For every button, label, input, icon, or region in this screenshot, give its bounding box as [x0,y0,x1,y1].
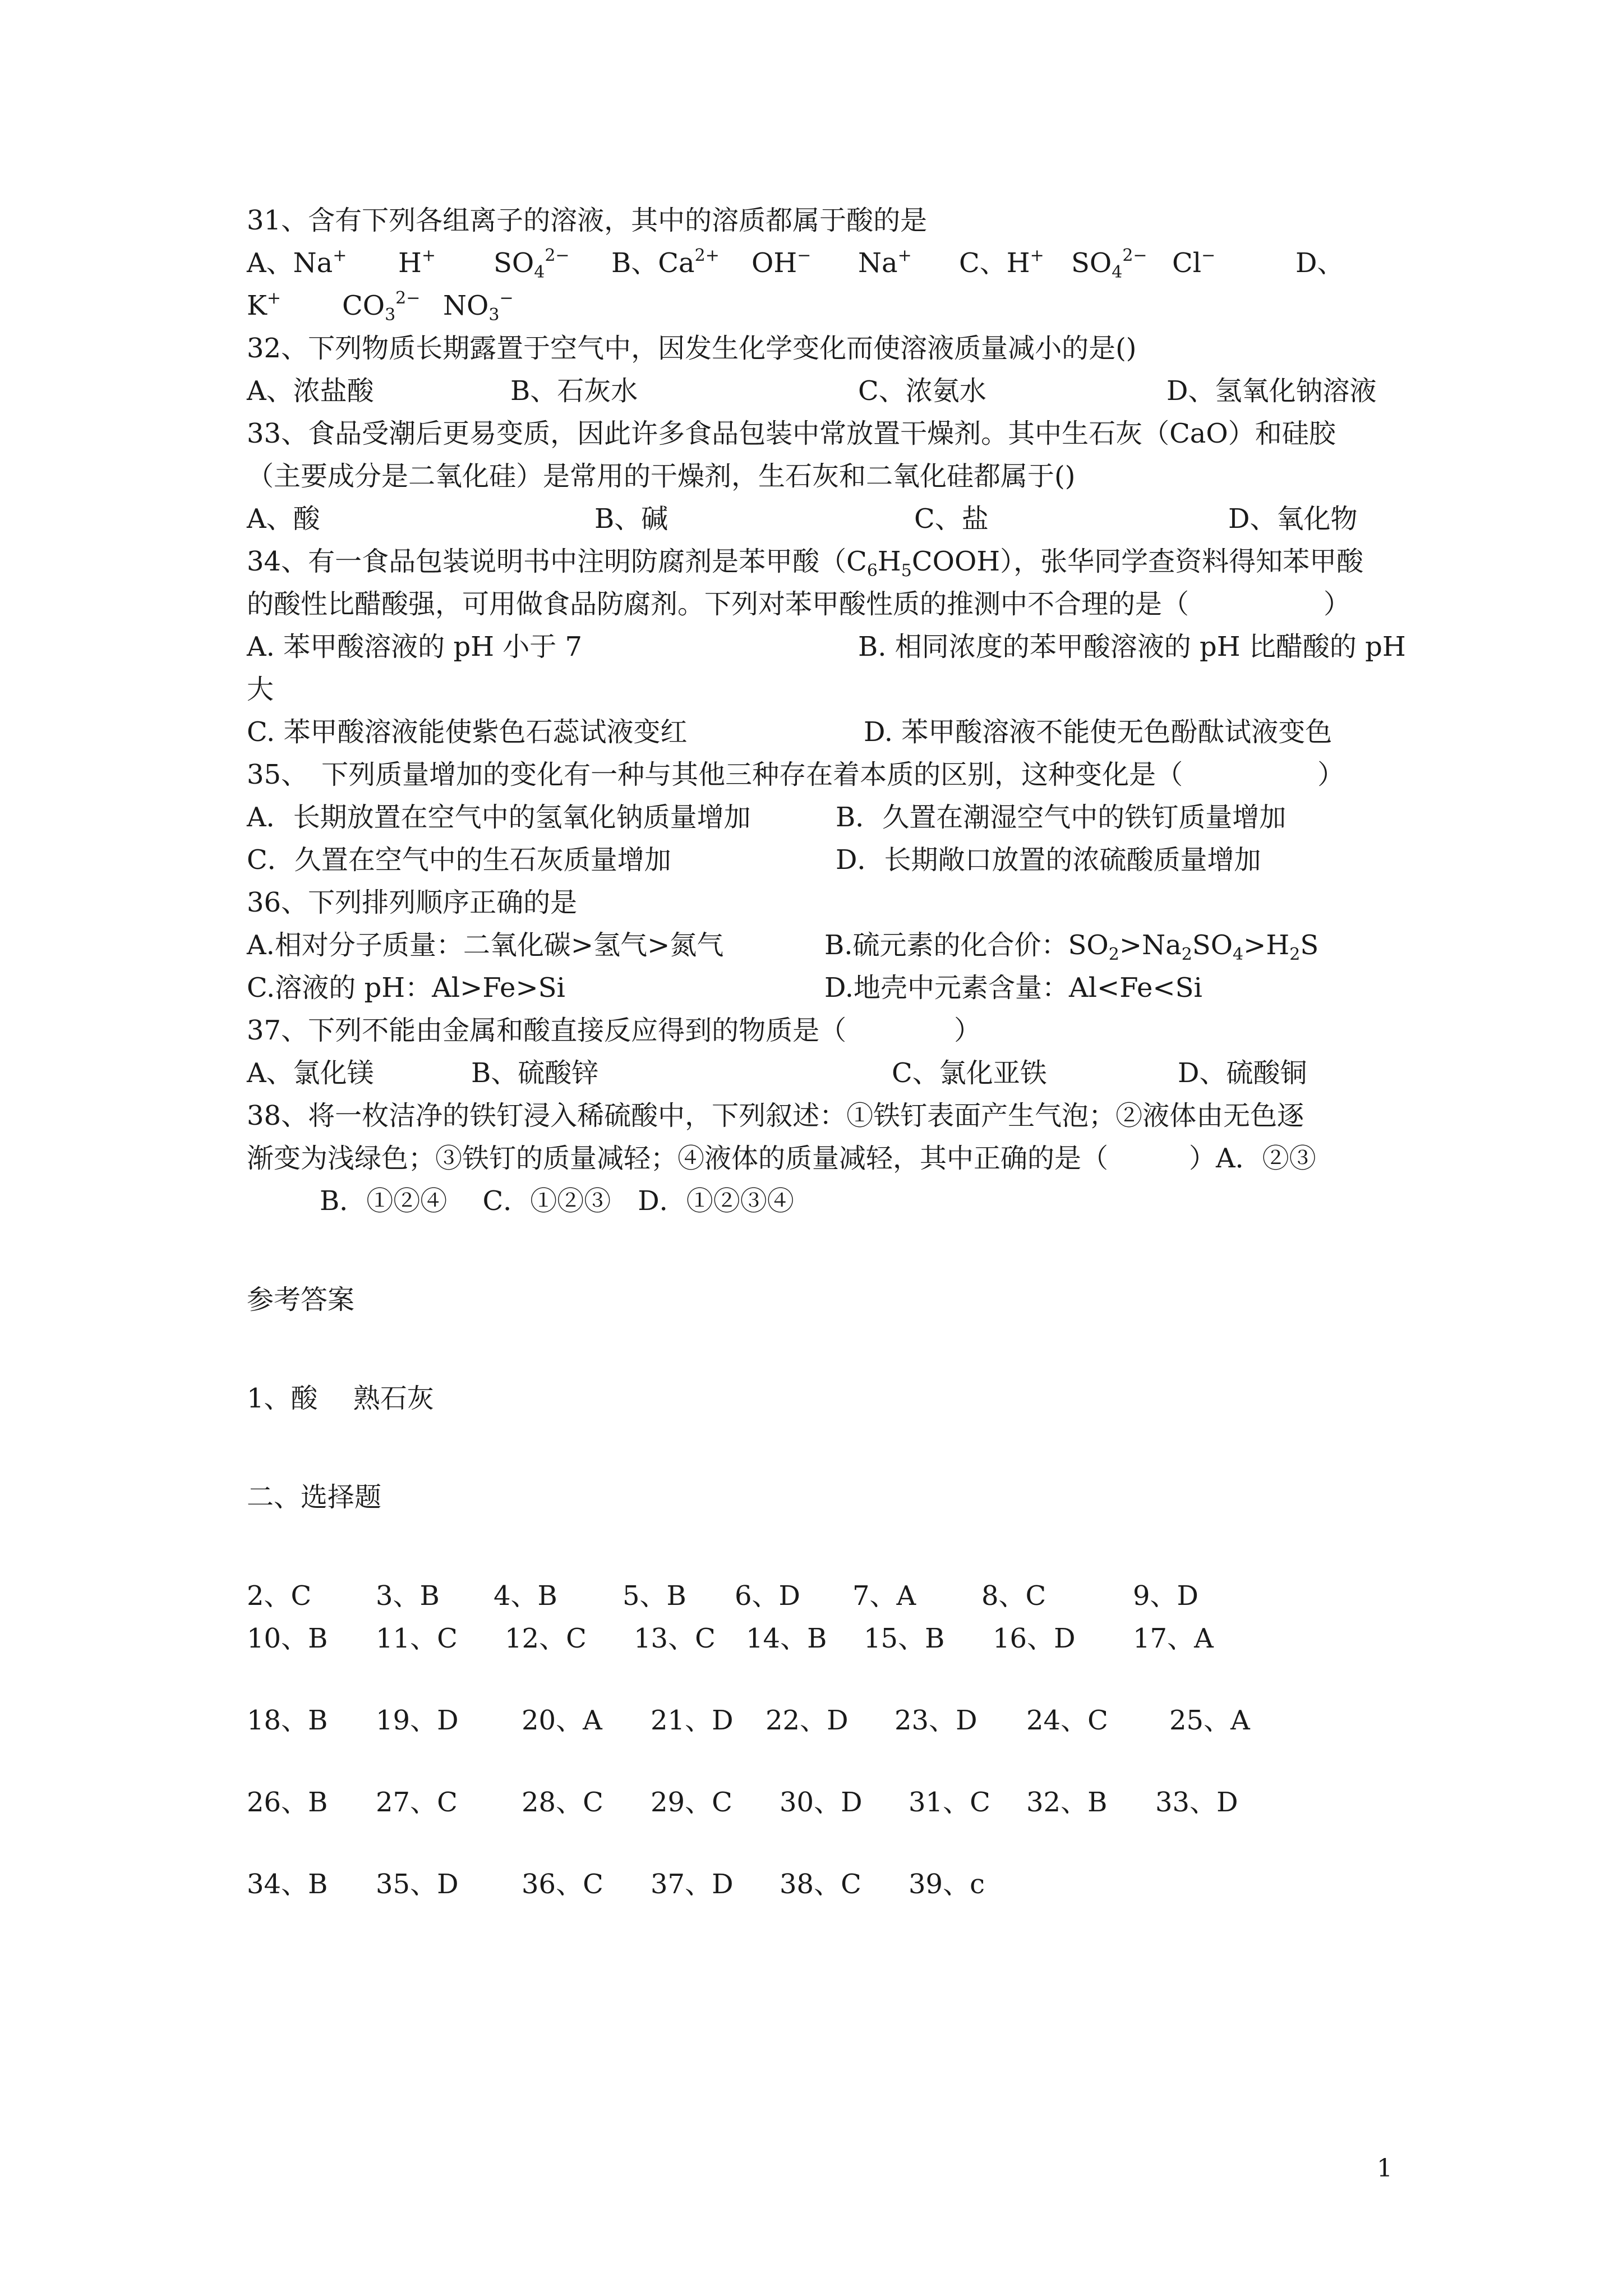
q32-stem: 32、下列物质长期露置于空气中，因发生化学变化而使溶液质量减小的是() [247,333,1137,364]
answer-item: 19、D [376,1705,459,1736]
q34-options-cd [247,711,1424,753]
q37-option-b: B、硫酸锌 [471,1057,599,1089]
q32-options [247,370,1424,412]
answer-item: 15、B [864,1623,945,1654]
answer-item: 5、B [623,1580,686,1612]
answer-item: 10、B [247,1623,328,1654]
q31-ion-so4: $SO_4^{2-}$ [494,246,570,282]
answer-item: 13、C [634,1623,716,1654]
q33-option-b: B、碱 [594,503,668,535]
answer-item: 28、C [522,1787,603,1818]
answer-item: 30、D [780,1787,863,1818]
answer-item: 3、B [376,1580,440,1612]
q31-ion-no3: $NO_3^-$ [443,288,514,325]
q32-option-a: A、浓盐酸 [247,375,374,407]
q36-option-d: D.地壳中元素含量：Al<Fe<Si [824,972,1202,1004]
q34-stem-line1: 34、有一食品包装说明书中注明防腐剂是苯甲酸$(C_6H_5COOH)$，张华同学查资料得知苯甲酸 [247,546,1364,581]
q38-line2: 渐变为浅绿色；③铁钉的质量减轻；④液体的质量减轻，其中正确的是（ ）A．②③ [247,1143,1316,1174]
q34-option-a: A. 苯甲酸溶液的 pH 小于 7 [247,631,583,662]
q33-option-a: A、酸 [247,503,320,535]
answer-item: 33、D [1155,1787,1238,1818]
q37-option-d: D、硫酸铜 [1178,1057,1307,1089]
answer-item: 12、C [505,1623,587,1654]
answer-item: 39、c [909,1869,985,1900]
q32-option-d: D、氢氧化钠溶液 [1166,375,1377,407]
answer-item: 31、C [909,1787,990,1818]
q34-option-d: D. 苯甲酸溶液不能使无色酚酞试液变色 [864,716,1332,748]
answer-item: 38、C [780,1869,861,1900]
q33-option-c: C、盐 [914,503,989,535]
answer-item: 32、B [1026,1787,1108,1818]
answer-item: 16、D [993,1623,1076,1654]
answers-fill-in: 1、酸 熟石灰 [247,1383,434,1414]
answer-item: 36、C [522,1869,603,1900]
q31-options-line1 [247,242,1424,284]
answer-item: 2、C [247,1580,312,1612]
answer-item: 23、D [895,1705,978,1736]
q35-option-d: D．长期敞口放置的浓硫酸质量增加 [836,844,1261,876]
q32-option-c: C、浓氨水 [858,375,986,407]
answer-item: 20、A [522,1705,602,1736]
answer-item: 27、C [376,1787,458,1818]
answer-item: 25、A [1169,1705,1250,1736]
q31-option-d: D、 [1295,247,1344,279]
q31-ion-na: Na+ [858,246,912,279]
answer-item: 22、D [766,1705,849,1736]
q31-ion-so4-c: $SO_4^{2-}$ [1071,246,1147,282]
q35-option-c: C．久置在空气中的生石灰质量增加 [247,844,671,876]
q31-stem: 31、含有下列各组离子的溶液，其中的溶质都属于酸的是 [247,205,928,236]
answer-item: 18、B [247,1705,328,1736]
answers-row-3 [247,1699,1424,1742]
q34-options-ab [247,625,1424,668]
answers-row-1 [247,1575,1424,1617]
answer-item: 8、C [981,1580,1046,1612]
document-page [247,199,1424,1906]
q35-option-a: A．长期放置在空气中的氢氧化钠质量增加 [247,802,751,833]
q35-option-b: B．久置在潮湿空气中的铁钉质量增加 [836,802,1287,833]
q36-option-a: A.相对分子质量：二氧化碳>氢气>氮气 [247,930,724,961]
answers-row-4 [247,1781,1424,1824]
q31-ion-co3: $CO_3^{2-}$ [342,288,421,325]
answer-item: 21、D [651,1705,734,1736]
q37-options [247,1052,1424,1094]
q32-option-b: B、石灰水 [510,375,638,407]
answer-item: 9、D [1133,1580,1199,1612]
answer-item: 34、B [247,1869,328,1900]
q36-options-cd [247,967,1424,1009]
q37-stem: 37、下列不能由金属和酸直接反应得到的物质是（ ） [247,1015,981,1046]
answers-heading: 参考答案 [247,1284,355,1315]
q33-stem-line2: （主要成分是二氧化硅）是常用的干燥剂，生石灰和二氧化硅都属于() [247,461,1076,492]
q36-option-c: C.溶液的 pH：Al>Fe>Si [247,972,565,1004]
answer-item: 35、D [376,1869,459,1900]
answer-item: 26、B [247,1787,328,1818]
q35-stem: 35、 下列质量增加的变化有一种与其他三种存在着本质的区别，这种变化是（ ） [247,759,1345,790]
q31-options-line2 [247,284,1424,327]
answers-row-2 [247,1617,1424,1660]
answer-item: 17、A [1133,1623,1214,1654]
q34-stem-line2: 的酸性比醋酸强，可用做食品防腐剂。下列对苯甲酸性质的推测中不合理的是（ ） [247,588,1351,620]
answer-item: 11、C [376,1623,458,1654]
q36-option-b: B.硫元素的化合价：$SO_2>Na_2SO_4>H_2S$ [824,930,1319,964]
q31-ion-h: H+ [398,246,436,279]
answer-item: 4、B [494,1580,557,1612]
q33-option-d: D、氧化物 [1228,503,1358,535]
answers-row-5 [247,1863,1424,1906]
answer-item: 29、C [651,1787,732,1818]
q31-ion-oh: OH− [751,246,811,279]
page-number: 1 [1377,2154,1393,2183]
q38-line3: B．①②④ C．①②③ D．①②③④ [320,1185,794,1217]
q31-ion-cl: Cl− [1172,246,1216,279]
q35-options-ab [247,796,1424,839]
answer-item: 14、B [746,1623,827,1654]
q34-option-b-continued: 大 [247,674,274,705]
answer-item: 6、D [735,1580,801,1612]
q33-stem-line1: 33、食品受潮后更易变质，因此许多食品包装中常放置干燥剂。其中生石灰（CaO）和硅胶 [247,418,1336,449]
q31-option-a: A、Na+ [247,246,347,279]
q34-option-c: C. 苯甲酸溶液能使紫色石蕊试液变红 [247,716,688,748]
answers-section-2: 二、选择题 [247,1481,382,1513]
q34-option-b: B. 相同浓度的苯甲酸溶液的 pH 比醋酸的 pH [858,631,1406,662]
answer-item: 7、A [852,1580,916,1612]
answer-item: 37、D [651,1869,734,1900]
q31-option-c: C、H+ [959,246,1044,279]
q38-line1: 38、将一枚洁净的铁钉浸入稀硫酸中，下列叙述：①铁钉表面产生气泡；②液体由无色逐 [247,1100,1304,1131]
q31-ion-k: K+ [247,288,281,321]
q37-option-c: C、氯化亚铁 [892,1057,1047,1089]
q37-option-a: A、氯化镁 [247,1057,374,1089]
answer-item: 24、C [1026,1705,1108,1736]
q35-options-cd [247,839,1424,881]
q36-stem: 36、下列排列顺序正确的是 [247,887,578,918]
q31-option-b: B、$Ca^{2+}$ [611,246,720,279]
q33-options [247,498,1424,540]
q36-options-ab [247,924,1424,967]
